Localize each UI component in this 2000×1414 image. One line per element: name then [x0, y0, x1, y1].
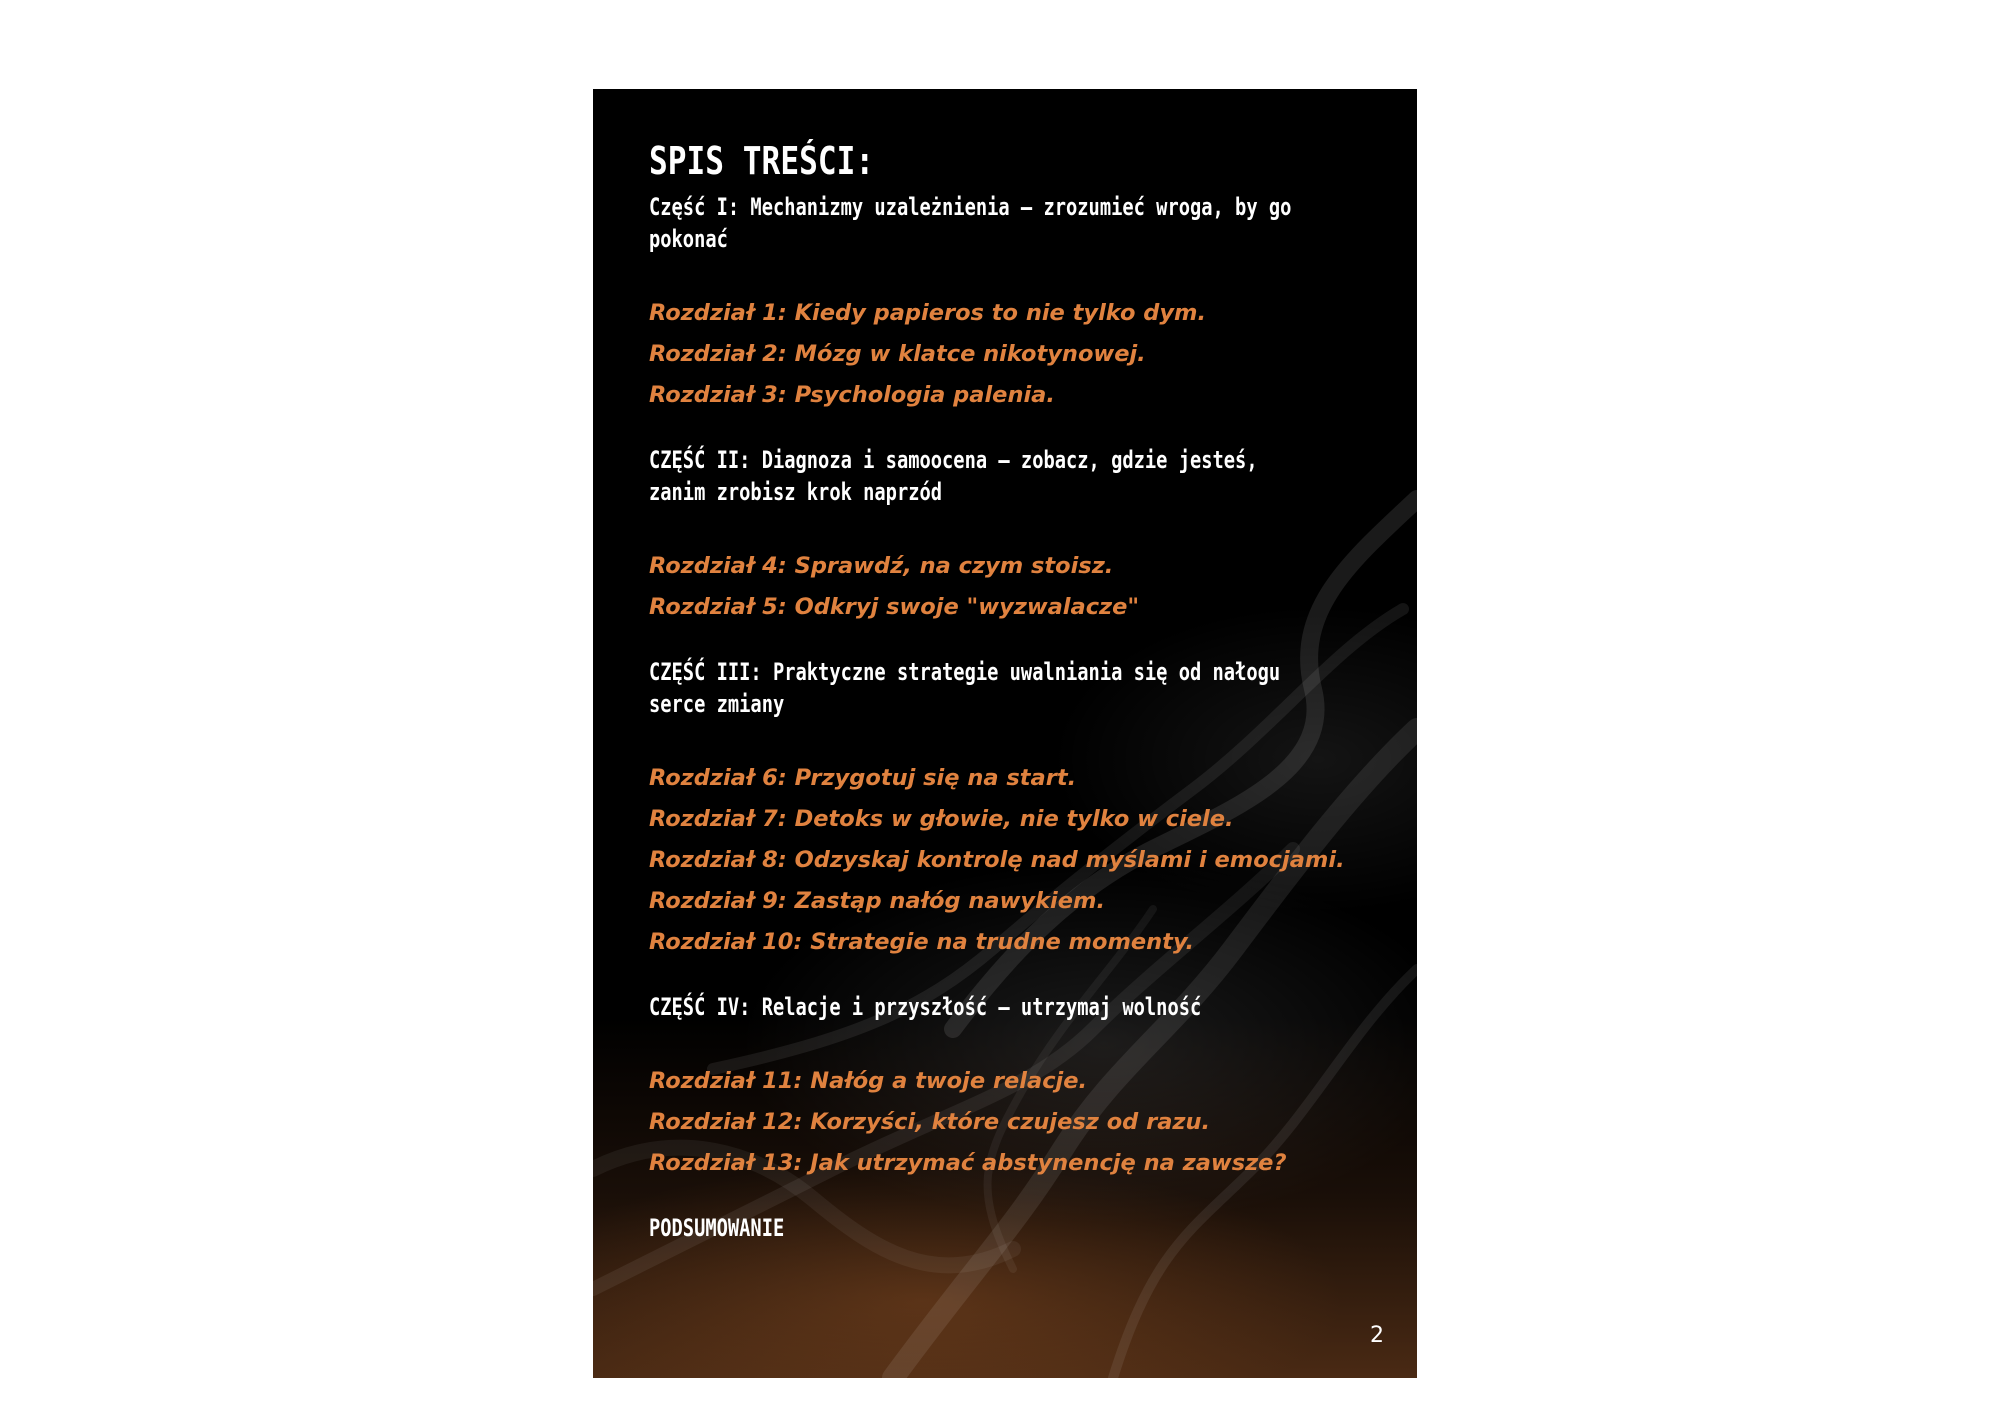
part-2	[649, 444, 1389, 628]
part-4	[649, 991, 1389, 1184]
page-number: 2	[1370, 1323, 1384, 1348]
summary-heading: PODSUMOWANIE	[649, 1213, 785, 1242]
chapter-item: Rozdział 11: Nałóg a twoje relacje.	[649, 1067, 1088, 1094]
part-heading: Część I: Mechanizmy uzależnienia – zrozumieć wroga, by go pokonać	[649, 192, 1292, 253]
part-heading: CZĘŚĆ III: Praktyczne strategie uwalniania się od nałogu serce zmiany	[649, 657, 1281, 718]
chapter-item: Rozdział 1: Kiedy papieros to nie tylko dym.	[649, 299, 1206, 326]
table-of-contents	[649, 139, 1389, 1244]
chapter-item: Rozdział 6: Przygotuj się na start.	[649, 764, 1077, 791]
part-3	[649, 656, 1389, 963]
toc-title: SPIS TREŚCI:	[649, 139, 875, 183]
chapter-item: Rozdział 10: Strategie na trudne momenty.	[649, 928, 1195, 955]
part-1	[649, 191, 1389, 416]
chapter-item: Rozdział 13: Jak utrzymać abstynencję na zawsze?	[649, 1149, 1287, 1176]
chapter-item: Rozdział 5: Odkryj swoje "wyzwalacze"	[649, 593, 1140, 620]
chapter-item: Rozdział 3: Psychologia palenia.	[649, 381, 1055, 408]
chapter-item: Rozdział 8: Odzyskaj kontrolę nad myślami i emocjami.	[649, 846, 1345, 873]
chapter-item: Rozdział 12: Korzyści, które czujesz od razu.	[649, 1108, 1211, 1135]
part-heading: CZĘŚĆ IV: Relacje i przyszłość – utrzymaj wolność	[649, 992, 1202, 1021]
chapter-item: Rozdział 9: Zastąp nałóg nawykiem.	[649, 887, 1105, 914]
toc-page	[593, 89, 1417, 1378]
chapter-item: Rozdział 2: Mózg w klatce nikotynowej.	[649, 340, 1146, 367]
chapter-item: Rozdział 4: Sprawdź, na czym stoisz.	[649, 552, 1114, 579]
chapter-item: Rozdział 7: Detoks w głowie, nie tylko w ciele.	[649, 805, 1234, 832]
part-heading: CZĘŚĆ II: Diagnoza i samoocena – zobacz, gdzie jesteś, zanim zrobisz krok naprzód	[649, 445, 1258, 506]
